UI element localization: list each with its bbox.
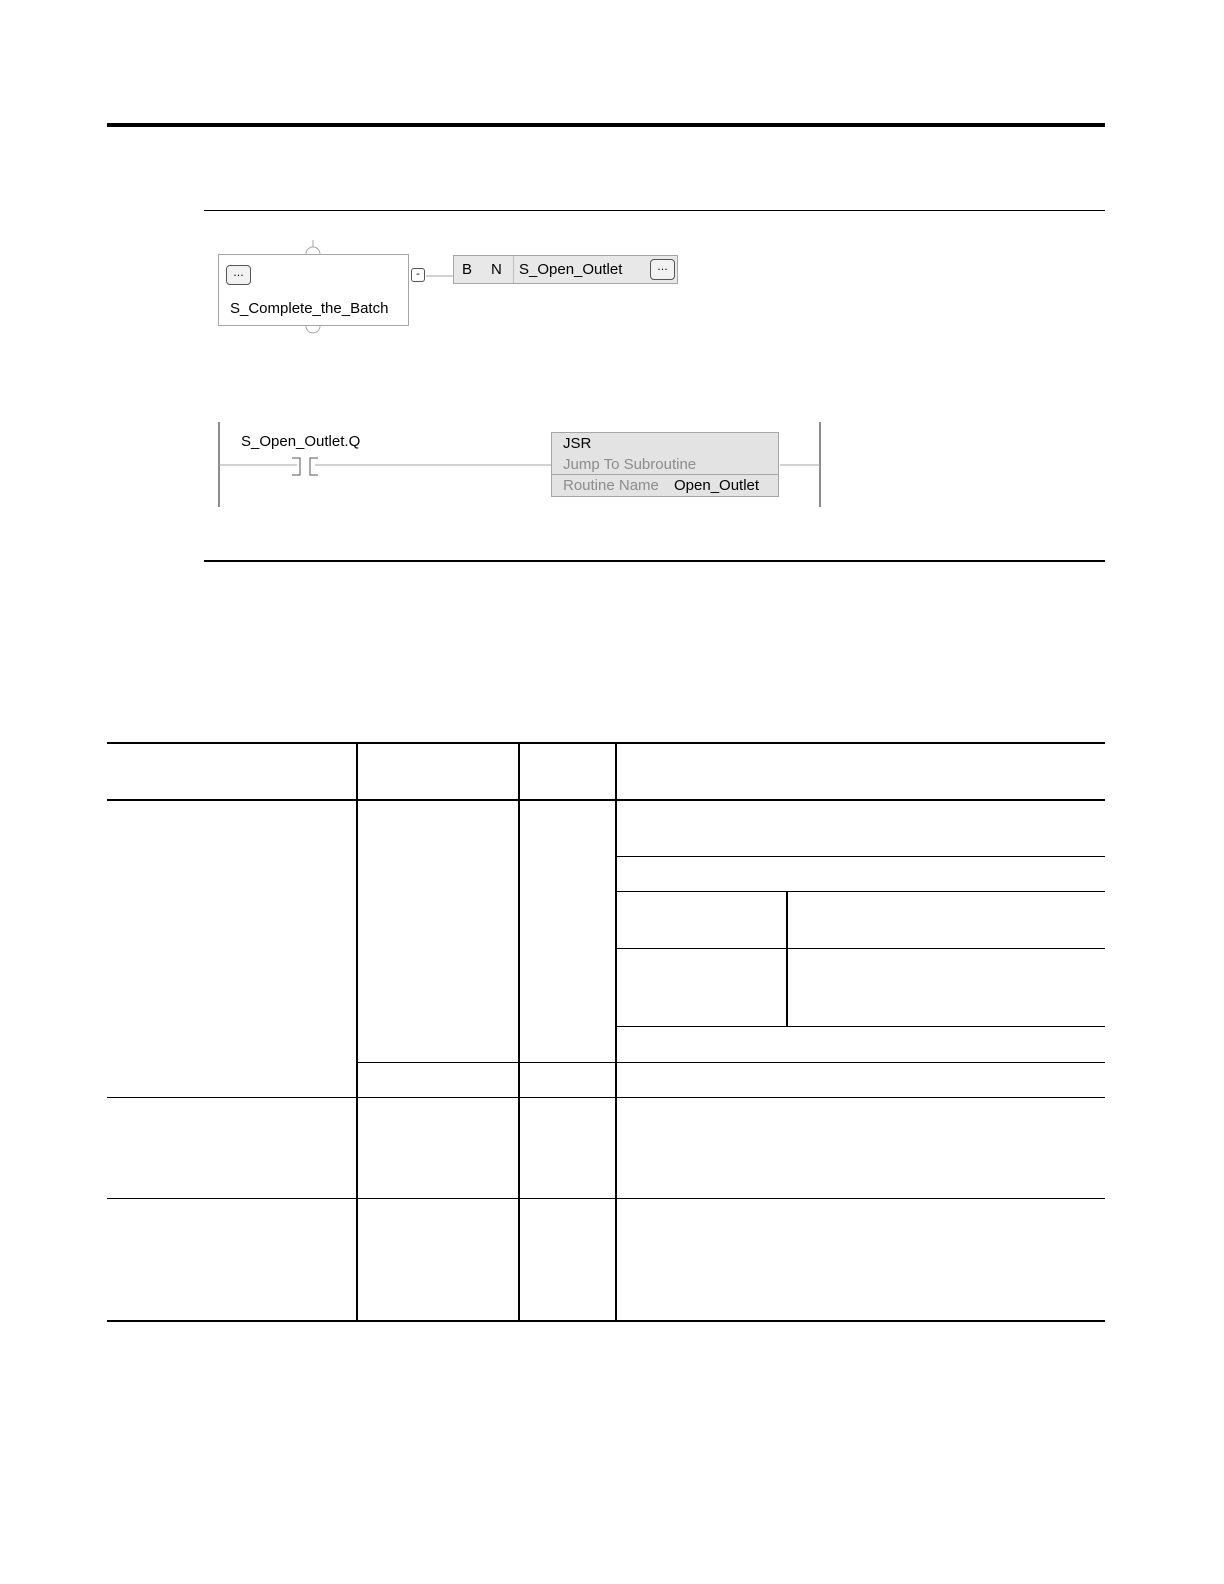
- table-column-rule: [356, 742, 358, 1321]
- table-bottom-rule: [107, 1320, 1105, 1322]
- jsr-title: Jump To Subroutine: [563, 456, 697, 473]
- table-row-rule: [616, 948, 1105, 949]
- action-divider: [513, 256, 514, 283]
- table-row-rule: [107, 1097, 1105, 1098]
- routine-name-label: Routine Name: [563, 477, 659, 494]
- figure-bottom-rule: [204, 560, 1105, 562]
- action-qualifier-n: N: [491, 261, 502, 278]
- table-column-rule: [615, 742, 617, 1321]
- step-name: S_Complete_the_Batch: [230, 300, 389, 317]
- routine-name-value: Open_Outlet: [674, 477, 760, 494]
- figure-top-rule: [204, 210, 1105, 211]
- step-properties-button[interactable]: ...: [226, 265, 251, 285]
- action-properties-button[interactable]: ...: [650, 259, 675, 280]
- contact-tag: S_Open_Outlet.Q: [241, 433, 361, 450]
- action-name: S_Open_Outlet: [519, 261, 623, 278]
- jsr-mnemonic: JSR: [563, 435, 592, 452]
- table-row-rule: [616, 1026, 1105, 1027]
- table-top-rule: [107, 742, 1105, 744]
- table-column-rule: [786, 891, 788, 1027]
- action-qualifier-b: B: [462, 261, 473, 278]
- table-row-rule: [616, 891, 1105, 892]
- table-row-rule: [616, 856, 1105, 857]
- jsr-divider: [552, 474, 778, 475]
- table-column-rule: [518, 742, 520, 1321]
- table-row-rule: [357, 1062, 1105, 1063]
- table-row-rule: [107, 1198, 1105, 1199]
- table-header-rule: [107, 799, 1105, 801]
- header-rule: [107, 123, 1105, 127]
- collapse-actions-button[interactable]: -: [411, 268, 425, 282]
